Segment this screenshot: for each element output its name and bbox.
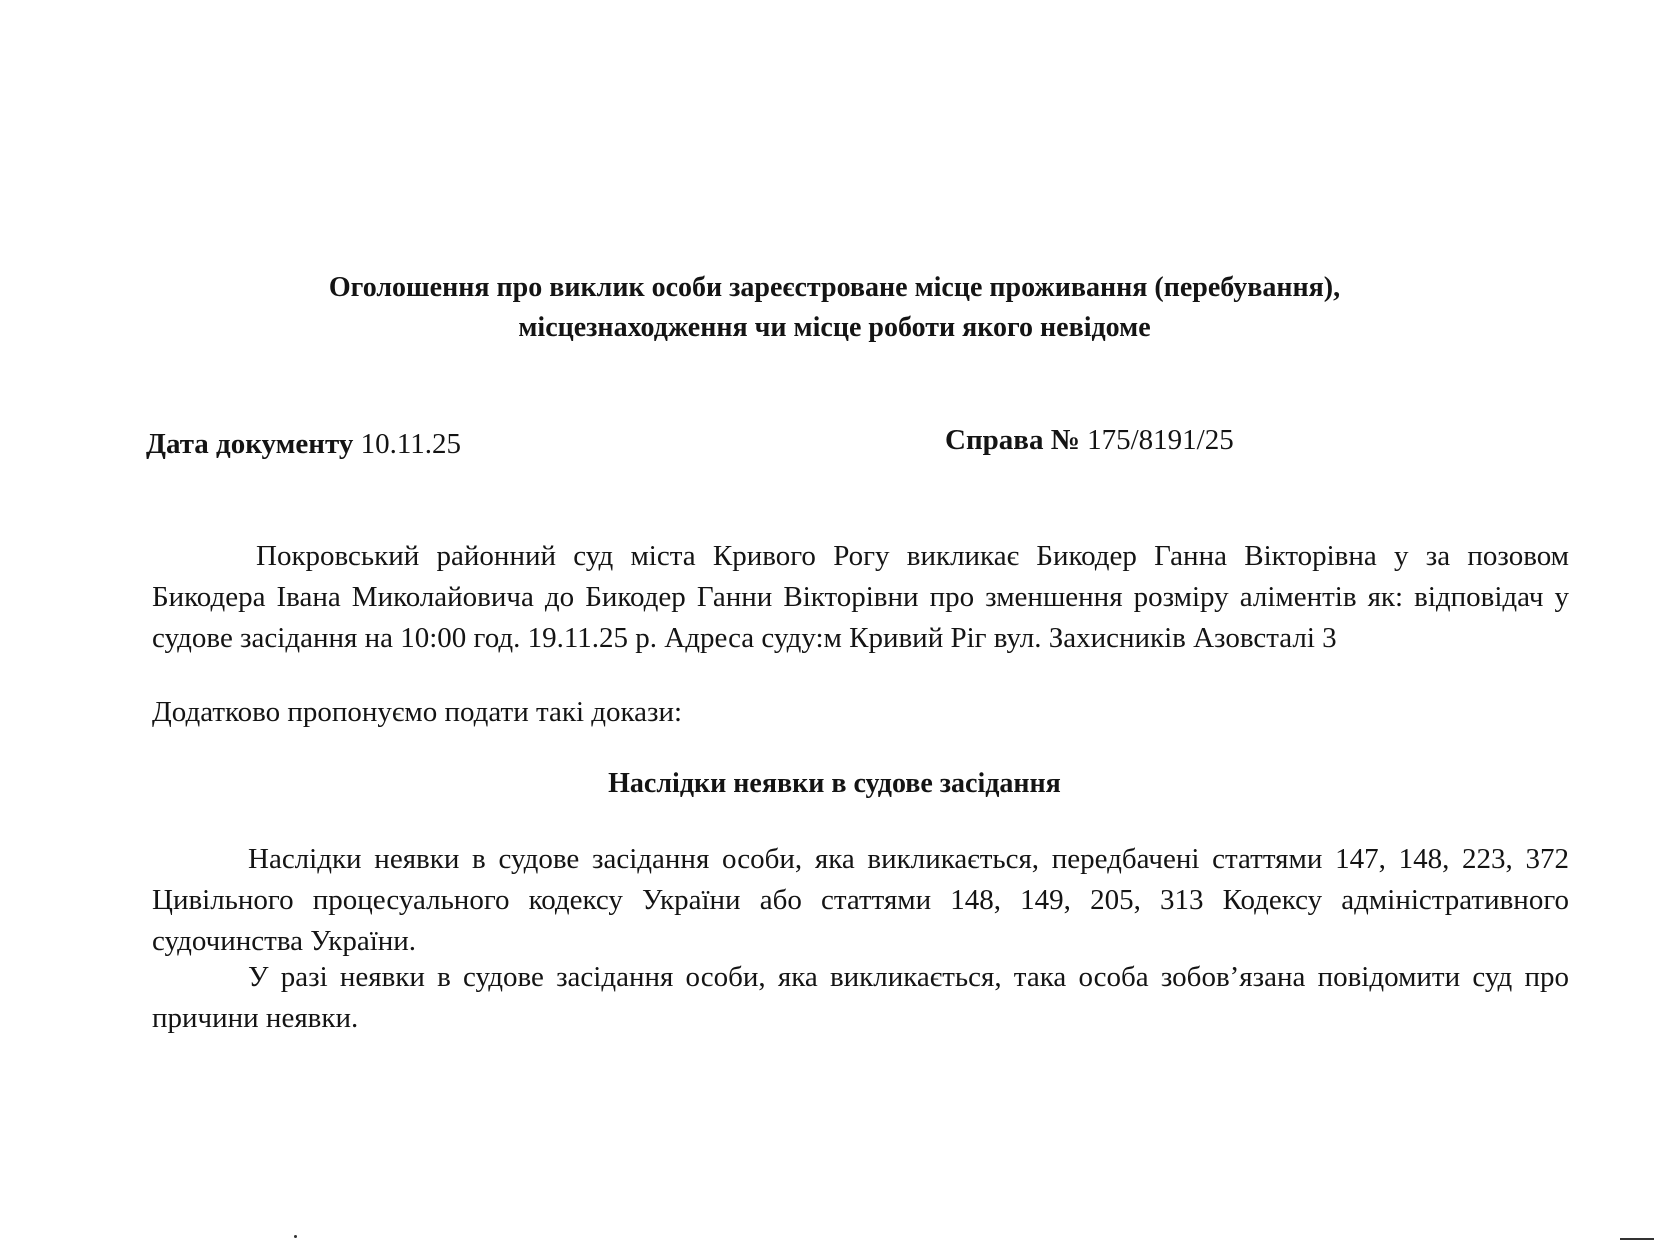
summons-line-1: Покровський районний суд міста Кривого Рогу викликає Бикодер Ганна Вікторівна у за — [256, 540, 1451, 572]
consequences-paragraph — [152, 839, 1569, 962]
consequences-line-3: Кодексу адміністративного судочинства України. — [152, 884, 1570, 957]
summons-line-3: аліментів як: відповідач у судове засідання на 10:00 год. 19.11.25 р. Адреса суду:м Кривий Ріг — [152, 581, 1569, 654]
summons-line-2: позовом Бикодера Івана Миколайовича до Бикодер Ганни Вікторівни про зменшення розміру — [152, 540, 1569, 613]
case-value: 175/8191/25 — [1087, 424, 1234, 456]
summons-line-4: вул. Захисників Азовсталі 3 — [993, 622, 1337, 654]
title-line-1: Оголошення про виклик особи зареєстроване місце проживання (перебування), — [328, 272, 1341, 303]
document-title — [0, 268, 1669, 348]
date-label: Дата документу — [146, 428, 354, 460]
scan-dash-mark — [1620, 1238, 1654, 1240]
date-value: 10.11.25 — [360, 428, 462, 460]
consequences-heading: Наслідки неявки в судове засідання — [608, 768, 1061, 799]
case-label: Справа № — [945, 424, 1080, 456]
case-number — [945, 420, 1234, 460]
notification-line-2: повідомити суд про причини неявки. — [152, 961, 1570, 1034]
evidence-paragraph: Додатково пропонуємо подати такі докази: — [152, 696, 683, 728]
scan-dot-mark — [294, 1235, 297, 1238]
consequences-line-1: Наслідки неявки в судове засідання особи, яка викликається, передбачені статтями 147, — [248, 843, 1386, 875]
document-date — [146, 424, 461, 464]
consequences-line-2: 148, 223, 372 Цивільного процесуального кодексу України або статтями 148, 149, 205, 313 — [152, 843, 1570, 916]
title-line-2: місцезнаходження чи місце роботи якого невідоме — [518, 312, 1151, 343]
notification-paragraph — [152, 957, 1569, 1039]
notification-line-1: У разі неявки в судове засідання особи, яка викликається, така особа зобов’язана — [248, 961, 1306, 993]
summons-paragraph — [152, 536, 1569, 659]
